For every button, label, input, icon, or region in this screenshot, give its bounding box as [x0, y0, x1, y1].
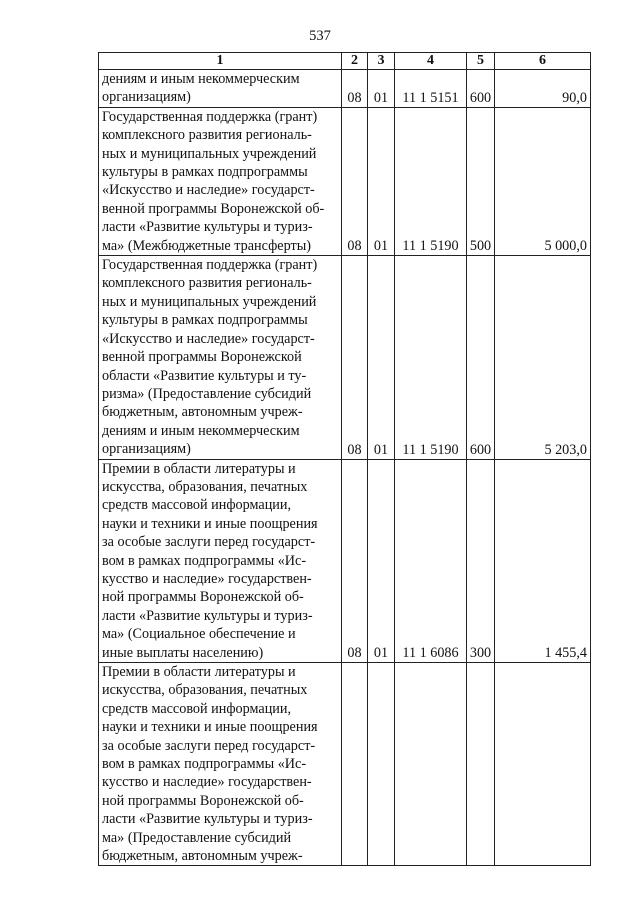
description-line: за особые заслуги перед государст-: [102, 737, 316, 754]
table-header-row: [99, 53, 591, 70]
subsection-code: 01: [368, 107, 395, 255]
expense-type-code: [467, 663, 495, 866]
description-line: науки и техники и иные поощрения: [102, 515, 318, 532]
amount: 5 000,0: [495, 107, 591, 255]
description-line: кусство и наследие» государствен-: [102, 774, 312, 791]
description-line: Премии в области литературы и: [102, 460, 296, 477]
row-description: [99, 70, 342, 108]
description-line: ной программы Воронежской об-: [102, 792, 304, 809]
description-line: Государственная поддержка (грант): [102, 257, 318, 274]
expense-type-code: 300: [467, 459, 495, 662]
description-line: Премии в области литературы и: [102, 664, 296, 680]
description-line: Государственная поддержка (грант): [102, 108, 318, 125]
table-row: [99, 70, 591, 108]
description-line: вом в рамках подпрограммы «Ис-: [102, 552, 307, 569]
page-number: 537: [309, 28, 331, 44]
budget-table: [98, 52, 591, 866]
description-line: ных и муниципальных учреждений: [102, 145, 317, 162]
description-line: ма» (Межбюджетные трансферты): [102, 237, 311, 254]
description-line: венной программы Воронежской: [102, 349, 302, 366]
subsection-code: 01: [368, 70, 395, 108]
description-line: ласти «Развитие культуры и туриз-: [102, 219, 313, 236]
description-line: дениям и иным некоммерческим: [102, 71, 300, 87]
description-line: науки и техники и иные поощрения: [102, 719, 318, 736]
column-header-6: 6: [495, 53, 591, 70]
row-description: [99, 663, 342, 866]
amount: 90,0: [495, 70, 591, 108]
description-line: «Искусство и наследие» государст-: [102, 182, 315, 199]
description-line: бюджетным, автономным учреж-: [102, 404, 303, 421]
description-line: за особые заслуги перед государст-: [102, 534, 316, 551]
description-line: средств массовой информации,: [102, 700, 292, 717]
description-line: «Искусство и наследие» государст-: [102, 330, 315, 347]
description-line: комплексного развития региональ-: [102, 275, 312, 292]
section-code: [342, 663, 368, 866]
subsection-code: 01: [368, 256, 395, 459]
target-article-code: 11 1 5190: [395, 256, 467, 459]
column-header-1: 1: [99, 53, 342, 70]
section-code: 08: [342, 107, 368, 255]
table-row: [99, 107, 591, 255]
description-line: организациям): [102, 441, 191, 458]
description-line: кусство и наследие» государствен-: [102, 570, 312, 587]
description-line: ной программы Воронежской об-: [102, 589, 304, 606]
subsection-code: [368, 663, 395, 866]
table-row: [99, 663, 591, 866]
description-line: ма» (Предоставление субсидий: [102, 829, 292, 846]
description-line: области «Развитие культуры и ту-: [102, 367, 307, 384]
description-line: комплексного развития региональ-: [102, 127, 312, 144]
row-description: [99, 107, 342, 255]
target-article-code: 11 1 5190: [395, 107, 467, 255]
description-line: дениям и иным некоммерческим: [102, 422, 300, 439]
expense-type-code: 600: [467, 70, 495, 108]
column-header-3: 3: [368, 53, 395, 70]
description-line: организациям): [102, 89, 191, 106]
expense-type-code: 600: [467, 256, 495, 459]
description-line: иные выплаты населению): [102, 644, 264, 661]
section-code: 08: [342, 70, 368, 108]
target-article-code: 11 1 6086: [395, 459, 467, 662]
description-line: искусства, образования, печатных: [102, 682, 308, 699]
target-article-code: 11 1 5151: [395, 70, 467, 108]
description-line: венной программы Воронежской об-: [102, 200, 325, 217]
description-line: искусства, образования, печатных: [102, 478, 308, 495]
table-row: [99, 459, 591, 662]
section-code: 08: [342, 459, 368, 662]
section-code: 08: [342, 256, 368, 459]
description-line: бюджетным, автономным учреж-: [102, 848, 303, 865]
amount: 5 203,0: [495, 256, 591, 459]
column-header-2: 2: [342, 53, 368, 70]
table-row: [99, 256, 591, 459]
description-line: ризма» (Предоставление субсидий: [102, 385, 312, 402]
description-line: вом в рамках подпрограммы «Ис-: [102, 756, 307, 773]
column-header-4: 4: [395, 53, 467, 70]
description-line: ласти «Развитие культуры и туриз-: [102, 811, 313, 828]
description-line: ма» (Социальное обеспечение и: [102, 626, 296, 643]
amount: 1 455,4: [495, 459, 591, 662]
description-line: ных и муниципальных учреждений: [102, 293, 317, 310]
amount: [495, 663, 591, 866]
row-description: [99, 256, 342, 459]
target-article-code: [395, 663, 467, 866]
description-line: ласти «Развитие культуры и туриз-: [102, 607, 313, 624]
expense-type-code: 500: [467, 107, 495, 255]
description-line: культуры в рамках подпрограммы: [102, 312, 308, 329]
column-header-5: 5: [467, 53, 495, 70]
row-description: [99, 459, 342, 662]
description-line: средств массовой информации,: [102, 497, 292, 514]
description-line: культуры в рамках подпрограммы: [102, 164, 308, 181]
subsection-code: 01: [368, 459, 395, 662]
